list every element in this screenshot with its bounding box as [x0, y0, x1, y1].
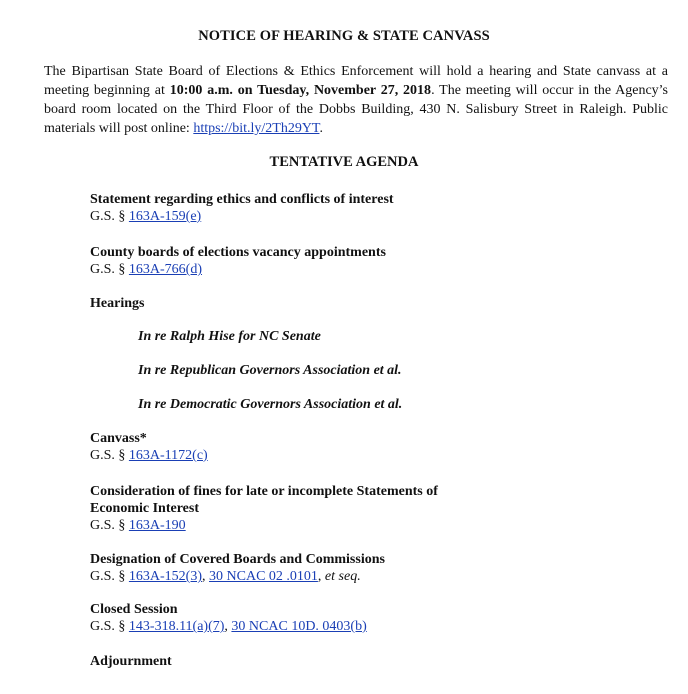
separator: ,: [202, 569, 210, 584]
agenda-item-heading: Canvass*: [90, 431, 147, 446]
agenda-item-closed-session: [90, 601, 367, 635]
intro-text-2: . The meeting will occur in the Agency’s board room located on the Third Floor of the Dobbs Building, 430 N. Salisbury Street in Raleigh. Public materials will post online:: [44, 83, 668, 136]
agenda-item-fines: [90, 483, 438, 534]
agenda-item-ref: [90, 618, 367, 635]
agenda-item-heading: County boards of elections vacancy appointments: [90, 245, 386, 260]
agenda-item-heading: Consideration of fines for late or incomplete Statements of: [90, 484, 438, 499]
hearing-item: In re Republican Governors Association et al.: [138, 363, 402, 378]
gs-prefix: G.S. §: [90, 262, 126, 277]
agenda-item-ref: [90, 208, 394, 225]
agenda-item-ref: [90, 261, 386, 278]
gs-prefix: G.S. §: [90, 448, 126, 463]
agenda-item-covered-boards: [90, 551, 385, 585]
separator: ,: [224, 619, 232, 634]
hearing-item: In re Ralph Hise for NC Senate: [138, 329, 321, 344]
intro-paragraph: [44, 62, 668, 138]
statute-link[interactable]: 163A-190: [128, 518, 186, 533]
statute-link[interactable]: 163A-159(e): [128, 209, 202, 224]
agenda-item-heading-line2: Economic Interest: [90, 501, 199, 516]
agenda-item-adjournment: [90, 653, 172, 670]
agenda-item-heading: Adjournment: [90, 654, 172, 669]
agenda-item-ref: [90, 517, 438, 534]
meeting-time: 10:00 a.m. on Tuesday, November 27, 2018: [169, 83, 432, 98]
gs-prefix: G.S. §: [90, 209, 126, 224]
intro-end: .: [319, 121, 323, 136]
public-materials-link[interactable]: https://bit.ly/2Th29YT: [193, 121, 320, 136]
et-seq: et seq.: [324, 569, 361, 584]
notice-title: NOTICE OF HEARING & STATE CANVASS: [198, 28, 490, 44]
gs-prefix: G.S. §: [90, 518, 126, 533]
statute-link[interactable]: 163A-1172(c): [128, 448, 208, 463]
agenda-item-hearings: [90, 295, 144, 312]
agenda-item-canvass: [90, 430, 208, 464]
agenda-item-heading: Designation of Covered Boards and Commissions: [90, 552, 385, 567]
gs-prefix: G.S. §: [90, 569, 126, 584]
intro-text-1: The Bipartisan State Board of Elections & Ethics Enforcement will hold a hearing and State canvass at a meeting beginning at: [44, 64, 668, 98]
agenda-item-ethics: [90, 191, 394, 225]
statute-link[interactable]: 143-318.11(a)(7): [128, 619, 225, 634]
agenda-item-heading: Statement regarding ethics and conflicts of interest: [90, 192, 394, 207]
agenda-item-heading: Closed Session: [90, 602, 178, 617]
hearing-item: In re Democratic Governors Association et al.: [138, 397, 403, 412]
agenda-item-vacancy: [90, 244, 386, 278]
regulation-link[interactable]: 30 NCAC 10D. 0403(b): [231, 619, 367, 634]
regulation-link[interactable]: 30 NCAC 02 .0101: [209, 569, 318, 584]
separator: ,: [317, 569, 325, 584]
agenda-item-ref: [90, 447, 208, 464]
statute-link[interactable]: 163A-766(d): [128, 262, 203, 277]
agenda-title: TENTATIVE AGENDA: [269, 154, 419, 170]
gs-prefix: G.S. §: [90, 619, 126, 634]
agenda-item-ref: [90, 568, 385, 585]
agenda-item-heading: Hearings: [90, 296, 145, 311]
statute-link[interactable]: 163A-152(3): [128, 569, 203, 584]
